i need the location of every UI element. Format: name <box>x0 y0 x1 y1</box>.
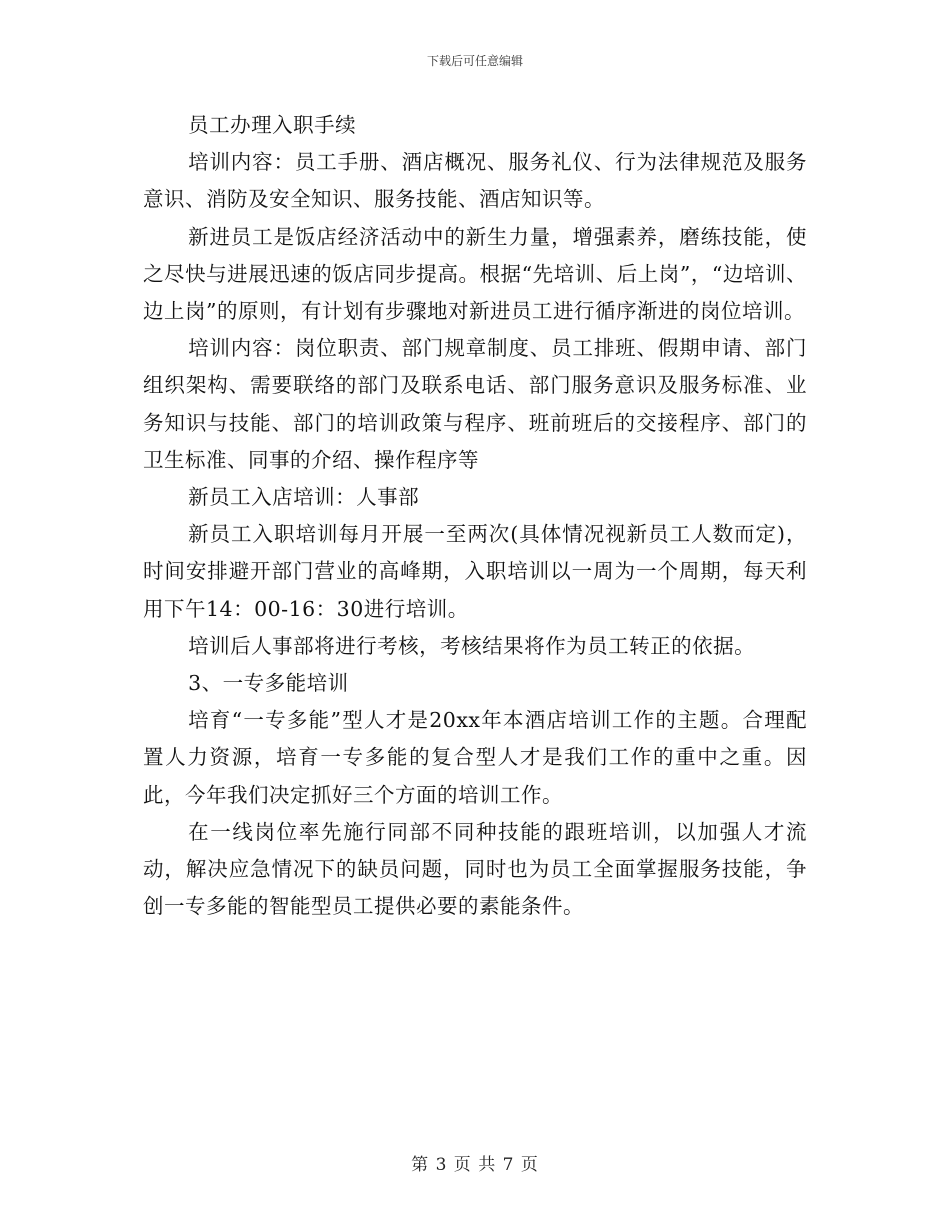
paragraph-multiskill-theme: 培育“一专多能”型人才是20xx年本酒店培训工作的主题。合理配置人力资源，培育一专多能的复合型人才是我们工作的重中之重。因此，今年我们决定抓好三个方面的培训工作。 <box>143 708 807 807</box>
paragraph-induction-schedule: 新员工入职培训每月开展一至两次(具体情况视新员工人数而定)，时间安排避开部门营业的高峰期，入职培训以一周为一个周期，每天利用下午14：00-16：30进行培训。 <box>143 522 807 621</box>
paragraph-assessment: 培训后人事部将进行考核，考核结果将作为员工转正的依据。 <box>188 633 756 658</box>
document-body <box>143 107 807 925</box>
page-number: 第 3 页 共 7 页 <box>411 1155 539 1175</box>
header-note: 下载后可任意编辑 <box>426 54 523 68</box>
paragraph-onboarding-procedures: 员工办理入职手续 <box>188 113 357 137</box>
paragraph-training-content-general: 培训内容：员工手册、酒店概况、服务礼仪、行为法律规范及服务意识、消防及安全知识、服务技能、酒店知识等。 <box>143 150 807 212</box>
section-heading-multiskill: 3、一专多能培训 <box>188 671 349 696</box>
paragraph-training-content-department: 培训内容：岗位职责、部门规章制度、员工排班、假期申请、部门组织架构、需要联络的部门及联系电话、部门服务意识及服务标准、业务知识与技能、部门的培训政策与程序、班前班后的交接程序、部门的卫生标准、同事的介绍、操作程序等 <box>143 336 807 472</box>
paragraph-induction-hr: 新员工入店培训：人事部 <box>188 485 420 510</box>
paragraph-job-shadowing: 在一线岗位率先施行同部不同种技能的跟班培训，以加强人才流动，解决应急情况下的缺员问题，同时也为员工全面掌握服务技能，争创一专多能的智能型员工提供必要的素能条件。 <box>143 819 807 919</box>
paragraph-new-employee-principle: 新进员工是饭店经济活动中的新生力量，增强素养，磨练技能，使之尽快与进展迅速的饭店同步提高。根据“先培训、后上岗”，“边培训、边上岗”的原则，有计划有步骤地对新进员工进行循序渐进的岗位培训。 <box>143 224 807 324</box>
